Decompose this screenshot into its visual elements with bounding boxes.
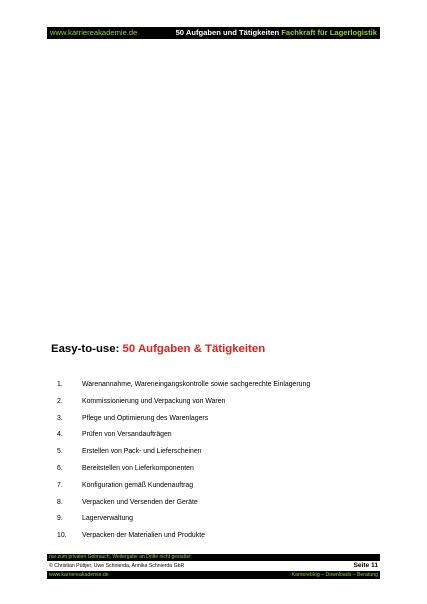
task-text: Verpacken der Materialien und Produkte (82, 532, 205, 540)
page-number: Seite 11 (353, 562, 378, 569)
task-text: Prüfen von Versandaufträgen (82, 431, 172, 439)
task-number: 9. (57, 515, 63, 523)
task-item (57, 531, 205, 541)
footer-copyright: © Christian Püttjer, Uwe Schnierda, Annika Schnierda GbR (49, 563, 185, 569)
task-text: Lagerverwaltung (82, 515, 133, 523)
task-text: Pflege und Optimierung des Warenlagers (82, 414, 209, 422)
task-number: 4. (57, 431, 63, 439)
task-text: Erstellen von Pack- und Lieferscheinen (82, 448, 202, 456)
header-title-accent: Fachkraft für Lagerlogistik (281, 28, 377, 37)
task-item (57, 514, 133, 524)
task-number: 6. (57, 465, 63, 472)
task-item (57, 481, 193, 491)
task-item (57, 447, 202, 457)
task-item (57, 430, 172, 440)
task-text: Konfiguration gemäß Kundenauftrag (82, 481, 194, 489)
header-bar (47, 27, 380, 39)
task-text: Warenannahme, Wareneingangskontrolle sowie sachgerechte Einlagerung (82, 381, 311, 388)
footer-url[interactable]: www.karriereakademie.de (49, 572, 109, 578)
task-number: 3. (57, 414, 63, 422)
footer-right-label: Karriereblog – Downloads – Beratung (291, 572, 378, 578)
task-item (57, 464, 194, 474)
header-url[interactable]: www.karriereakademie.de (50, 28, 138, 37)
header-title-main: 50 Aufgaben und Tätigkeiten (175, 28, 282, 37)
task-number: 7. (57, 481, 63, 489)
task-number: 10. (57, 532, 67, 540)
task-item (57, 397, 225, 407)
header-title (176, 27, 377, 39)
task-item (57, 380, 310, 390)
footer-usage-note: nur zum privaten Gebrauch, Weitergabe an Dritte nicht gestattet (47, 554, 380, 561)
section-heading-highlight: 50 Aufgaben & Tätigkeiten (122, 343, 266, 355)
task-text: Bereitstellen von Lieferkomponenten (82, 465, 194, 472)
task-number: 8. (57, 498, 63, 506)
task-number: 1. (57, 381, 63, 388)
task-item (57, 414, 208, 424)
section-heading-prefix: Easy-to-use: (51, 343, 123, 355)
footer-bar (47, 571, 380, 579)
task-text: Verpacken und Versenden der Geräte (82, 498, 198, 506)
task-text: Kommissionierung und Verpackung von Waren (82, 397, 226, 405)
task-number: 5. (57, 448, 63, 456)
section-heading (51, 342, 265, 356)
task-item (57, 498, 198, 508)
task-number: 2. (57, 397, 63, 405)
